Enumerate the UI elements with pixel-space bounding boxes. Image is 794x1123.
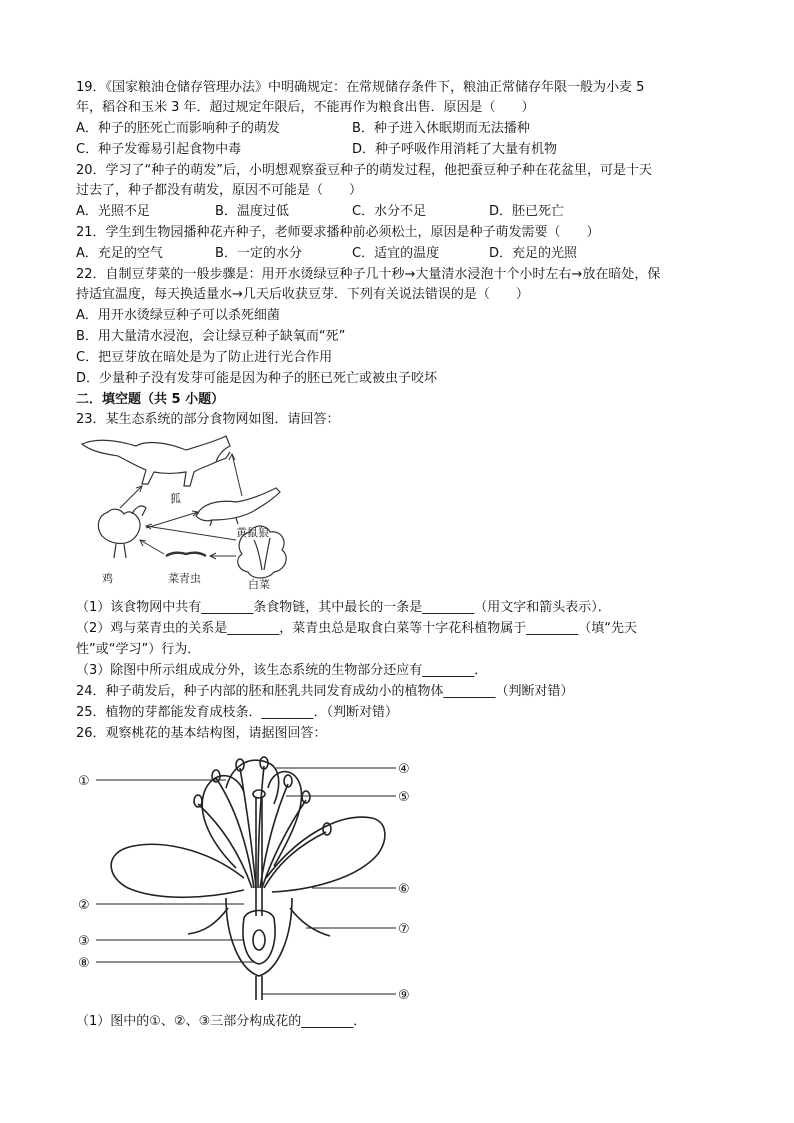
q19-option-a[interactable]: A．种子的胚死亡而影响种子的萌发: [76, 121, 280, 136]
q23-line1: 23．某生态系统的部分食物网如图．请回答：: [76, 412, 340, 427]
weasel-drawing: [196, 488, 280, 521]
label-6: ⑥: [398, 882, 410, 897]
caterpillar-drawing: [166, 553, 206, 556]
q25-question[interactable]: 25．植物的芽都能发育成枝条．________．（判断对错）: [76, 705, 399, 720]
q19-options-row2: [76, 140, 557, 160]
q20-option-a[interactable]: A．光照不足: [76, 204, 150, 219]
q20-option-c[interactable]: C．水分不足: [352, 204, 427, 219]
cabbage-label: 白菜: [248, 578, 270, 590]
label-5: ⑤: [398, 790, 410, 805]
q21-option-d[interactable]: D．充足的光照: [489, 246, 578, 261]
fox-label: 狐: [170, 492, 181, 505]
q20-line1: 20．学习了“种子的萌发”后，小明想观察蚕豆种子的萌发过程，他把蚕豆种子种在花盆里，可是十天: [76, 163, 653, 178]
label-3: ③: [78, 934, 90, 949]
q19-options-row1: [76, 119, 530, 139]
chicken-label: 鸡: [102, 572, 113, 585]
q23-sub2-line1[interactable]: （2）鸡与菜青虫的关系是________，菜青虫总是取食白菜等十字花科植物属于________（填“先天: [76, 621, 638, 636]
q23-sub3[interactable]: （3）除图中所示组成成分外，该生态系统的生物部分还应有________．: [76, 663, 488, 678]
q21-option-a[interactable]: A．充足的空气: [76, 246, 163, 261]
fox-drawing: [82, 436, 230, 486]
label-4: ④: [398, 762, 410, 777]
q23-sub1[interactable]: （1）该食物网中共有________条食物链，其中最长的一条是________（用文字和箭头表示）．: [76, 600, 611, 615]
q19-option-d[interactable]: D．种子呼吸作用消耗了大量有机物: [352, 142, 558, 157]
q19-line1: 19．《国家粮油仓储存管理办法》中明确规定：在常规储存条件下，粮油正常储存年限一般为小麦 5: [76, 80, 645, 95]
q19-line2: 年，稻谷和玉米 3 年．超过规定年限后，不能再作为粮食出售．原因是（ ）: [76, 100, 535, 115]
caterpillar-label: 菜青虫: [168, 572, 201, 585]
label-2: ②: [78, 898, 90, 913]
q20-options: [76, 202, 564, 222]
q20-option-b[interactable]: B．温度过低: [215, 204, 289, 219]
q22-option-c[interactable]: C．把豆芽放在暗处是为了防止进行光合作用: [76, 350, 333, 365]
q21-line1: 21．学生到生物园播种花卉种子，老师要求播种前必须松土，原因是种子萌发需要（ ）: [76, 225, 600, 240]
q21-options: [76, 244, 577, 264]
weasel-label: 黄鼠狼: [236, 526, 269, 539]
q20-line2: 过去了，种子都没有萌发，原因不可能是（ ）: [76, 183, 363, 198]
q26-line1: 26．观察桃花的基本结构图，请据图回答：: [76, 726, 327, 741]
label-1: ①: [78, 774, 90, 789]
q22-option-a[interactable]: A．用开水烫绿豆种子可以杀死细菌: [76, 308, 280, 323]
q21-option-c[interactable]: C．适宜的温度: [352, 246, 440, 261]
q22-option-b[interactable]: B．用大量清水浸泡，会让绿豆种子缺氧而“死”: [76, 329, 346, 344]
label-9: ⑨: [398, 988, 410, 1003]
q19-option-c[interactable]: C．种子发霉易引起食物中毒: [76, 142, 242, 157]
label-7: ⑦: [398, 922, 410, 937]
section-title: 二．填空题（共 5 小题）: [76, 392, 225, 407]
q20-option-d[interactable]: D．胚已死亡: [489, 204, 565, 219]
food-web-figure: [76, 432, 308, 590]
q19-option-b[interactable]: B．种子进入休眠期而无法播种: [352, 121, 530, 136]
q24-question[interactable]: 24．种子萌发后，种子内部的胚和胚乳共同发育成幼小的植物体________（判断对错）: [76, 684, 574, 699]
q21-option-b[interactable]: B．一定的水分: [215, 246, 302, 261]
chicken-drawing: [98, 509, 140, 543]
q26-sub1[interactable]: （1）图中的①、②、③三部分构成花的________．: [76, 1014, 367, 1029]
q22-option-d[interactable]: D．少量种子没有发芽可能是因为种子的胚已死亡或被虫子咬坏: [76, 371, 438, 386]
q22-line2: 持适宜温度，每天换适量水→几天后收获豆芽．下列有关说法错误的是（ ）: [76, 287, 529, 302]
label-8: ⑧: [78, 956, 90, 971]
q22-line1: 22．自制豆芽菜的一般步骤是：用开水烫绿豆种子几十秒→大量清水浸泡十个小时左右→放在暗处，保: [76, 267, 661, 282]
peach-flower-figure: [76, 748, 426, 1004]
q23-sub2-line2: 性”或“学习”）行为．: [76, 642, 201, 657]
